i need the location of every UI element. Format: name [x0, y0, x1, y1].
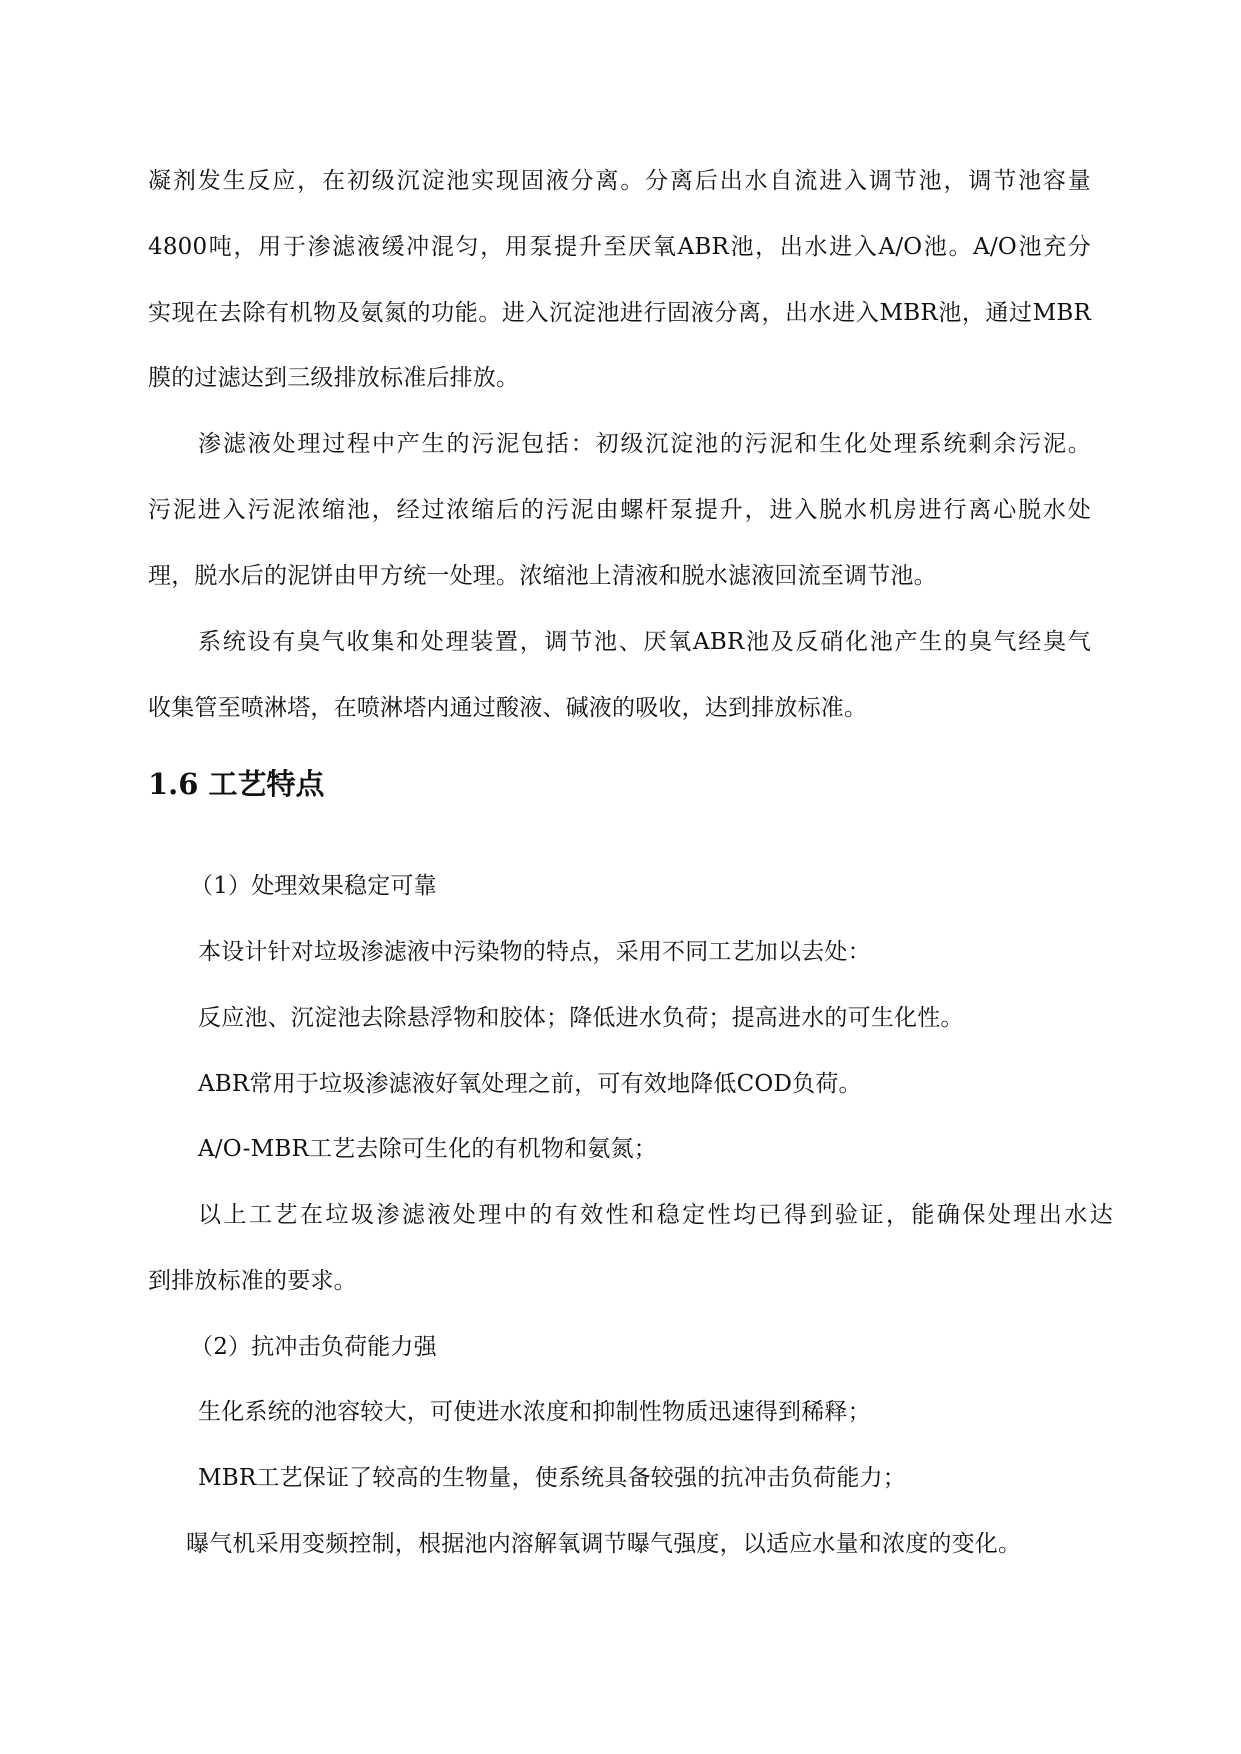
section-heading: 1.6 工艺特点 [148, 767, 325, 801]
paragraph-3-line-1: 系统设有臭气收集和处理装置，调节池、厌氧ABR池及反硝化池产生的臭气经臭气 [198, 629, 1091, 655]
paragraph-1-line-3: 实现在去除有机物及氨氮的功能。进入沉淀池进行固液分离，出水进入MBR池，通过MBR [148, 300, 1091, 326]
feature-1-item-2: 反应池、沉淀池去除悬浮物和胶体；降低进水负荷；提高进水的可生化性。 [198, 1005, 964, 1031]
feature-1-item-4: A/O-MBR工艺去除可生化的有机物和氨氮； [198, 1136, 657, 1162]
paragraph-2-line-1: 渗滤液处理过程中产生的污泥包括：初级沉淀池的污泥和生化处理系统剩余污泥。 [198, 431, 1091, 457]
paragraph-1-line-4: 膜的过滤达到三级排放标准后排放。 [148, 365, 520, 391]
feature-1-item-1: 本设计针对垃圾渗滤液中污染物的特点，采用不同工艺加以去处： [198, 939, 871, 965]
feature-2-item-3: 曝气机采用变频控制，根据池内溶解氧调节曝气强度，以适应水量和浓度的变化。 [186, 1531, 1022, 1557]
paragraph-3-line-2: 收集管至喷淋塔，在喷淋塔内通过酸液、碱液的吸收，达到排放标准。 [148, 695, 868, 721]
feature-1-item-3: ABR常用于垃圾渗滤液好氧处理之前，可有效地降低COD负荷。 [198, 1071, 862, 1097]
feature-1-title: （1）处理效果稳定可靠 [190, 873, 437, 899]
feature-1-conclusion-line-1: 以上工艺在垃圾渗滤液处理中的有效性和稳定性均已得到验证，能确保处理出水达 [198, 1202, 1113, 1228]
paragraph-1-line-2: 4800吨，用于渗滤液缓冲混匀，用泵提升至厌氧ABR池，出水进入A/O池。A/O池充分 [148, 234, 1091, 260]
paragraph-1-line-1: 凝剂发生反应，在初级沉淀池实现固液分离。分离后出水自流进入调节池，调节池容量 [148, 168, 1091, 194]
feature-2-title: （2）抗冲击负荷能力强 [190, 1334, 437, 1360]
paragraph-2-line-2: 污泥进入污泥浓缩池，经过浓缩后的污泥由螺杆泵提升，进入脱水机房进行离心脱水处 [148, 497, 1091, 523]
feature-1-conclusion-line-2: 到排放标准的要求。 [148, 1268, 357, 1294]
feature-2-item-2: MBR工艺保证了较高的生物量，使系统具备较强的抗冲击负荷能力； [198, 1465, 906, 1491]
paragraph-2-line-3: 理，脱水后的泥饼由甲方统一处理。浓缩池上清液和脱水滤液回流至调节池。 [148, 563, 937, 589]
feature-2-item-1: 生化系统的池容较大，可使进水浓度和抑制性物质迅速得到稀释； [198, 1399, 871, 1425]
